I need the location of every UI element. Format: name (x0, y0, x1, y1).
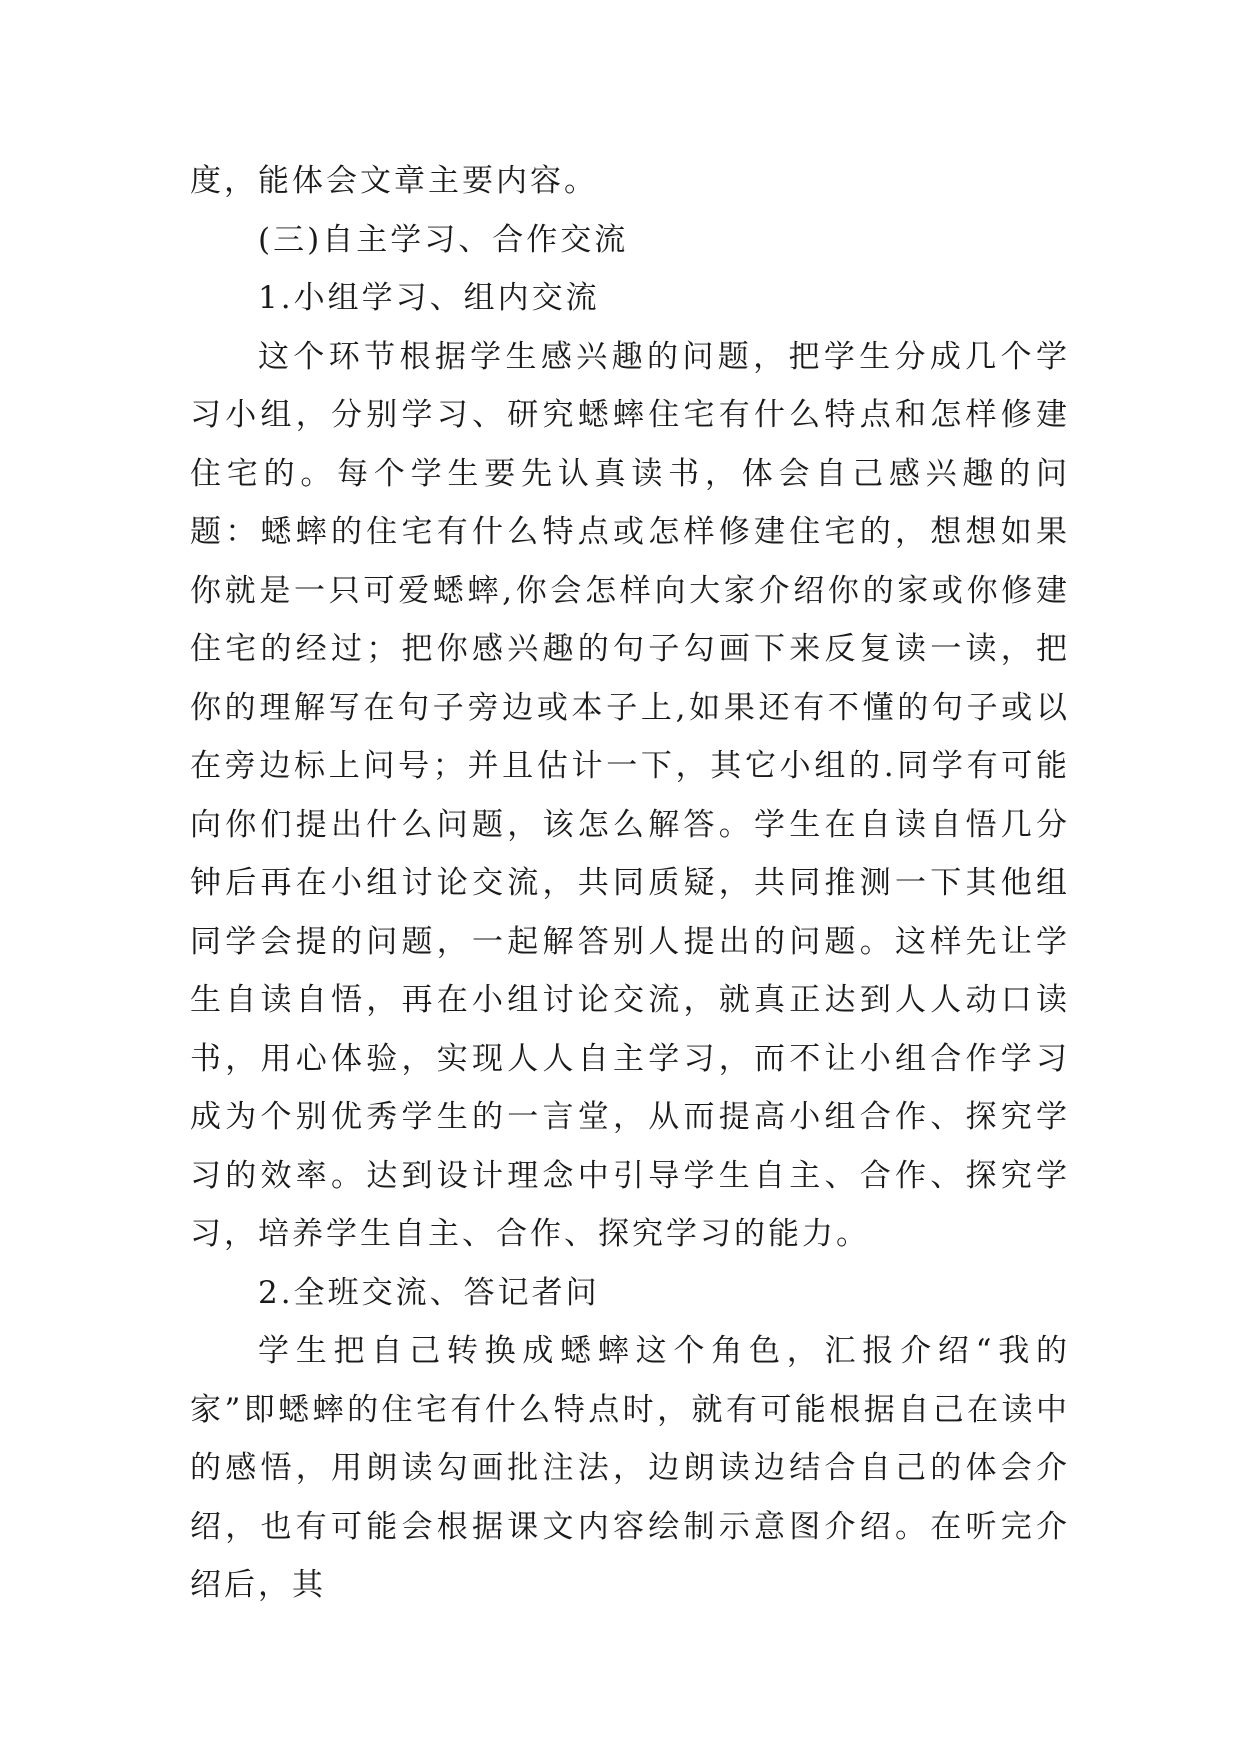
subheading-1: 1.小组学习、组内交流 (258, 280, 600, 316)
section-heading-3: (三)自主学习、合作交流 (258, 221, 629, 258)
paragraph-class-exchange: 学生把自己转换成蟋蟀这个角色，汇报介绍“我的家”即蟋蟀的住宅有什么特点时，就有可能根据自己在读中的感悟，用朗读勾画批注法，边朗读边结合自己的体会介绍，也有可能会根据课文内容绘制示意图介绍。在听完介绍后，其 (190, 1333, 1070, 1603)
paragraph-group-study: 这个环节根据学生感兴趣的问题，把学生分成几个学习小组，分别学习、研究蟋蟀住宅有什么特点和怎样修建住宅的。每个学生要先认真读书，体会自己感兴趣的问题：蟋蟀的住宅有什么特点或怎样修建住宅的，想想如果你就是一只可爱蟋蟀,你会怎样向大家介绍你的家或你修建住宅的经过；把你感兴趣的句子勾画下来反复读一读，把你的理解写在句子旁边或本子上,如果还有不懂的句子或以在旁边标上问号；并且估计一下，其它小组的.同学有可能向你们提出什么问题，该怎么解答。学生在自读自悟几分钟后再在小组讨论交流，共同质疑，共同推测一下其他组同学会提的问题，一起解答别人提出的问题。这样先让学生自读自悟，再在小组讨论交流，就真正达到人人动口读书，用心体验，实现人人自主学习，而不让小组合作学习成为个别优秀学生的一言堂，从而提高小组合作、探究学习的效率。达到设计理念中引导学生自主、合作、探究学习，培养学生自主、合作、探究学习的能力。 (190, 338, 1070, 1252)
subheading-2: 2.全班交流、答记者问 (258, 1274, 600, 1311)
document-body (190, 152, 1070, 1615)
paragraph-continuation: 度，能体会文章主要内容。 (190, 163, 598, 199)
